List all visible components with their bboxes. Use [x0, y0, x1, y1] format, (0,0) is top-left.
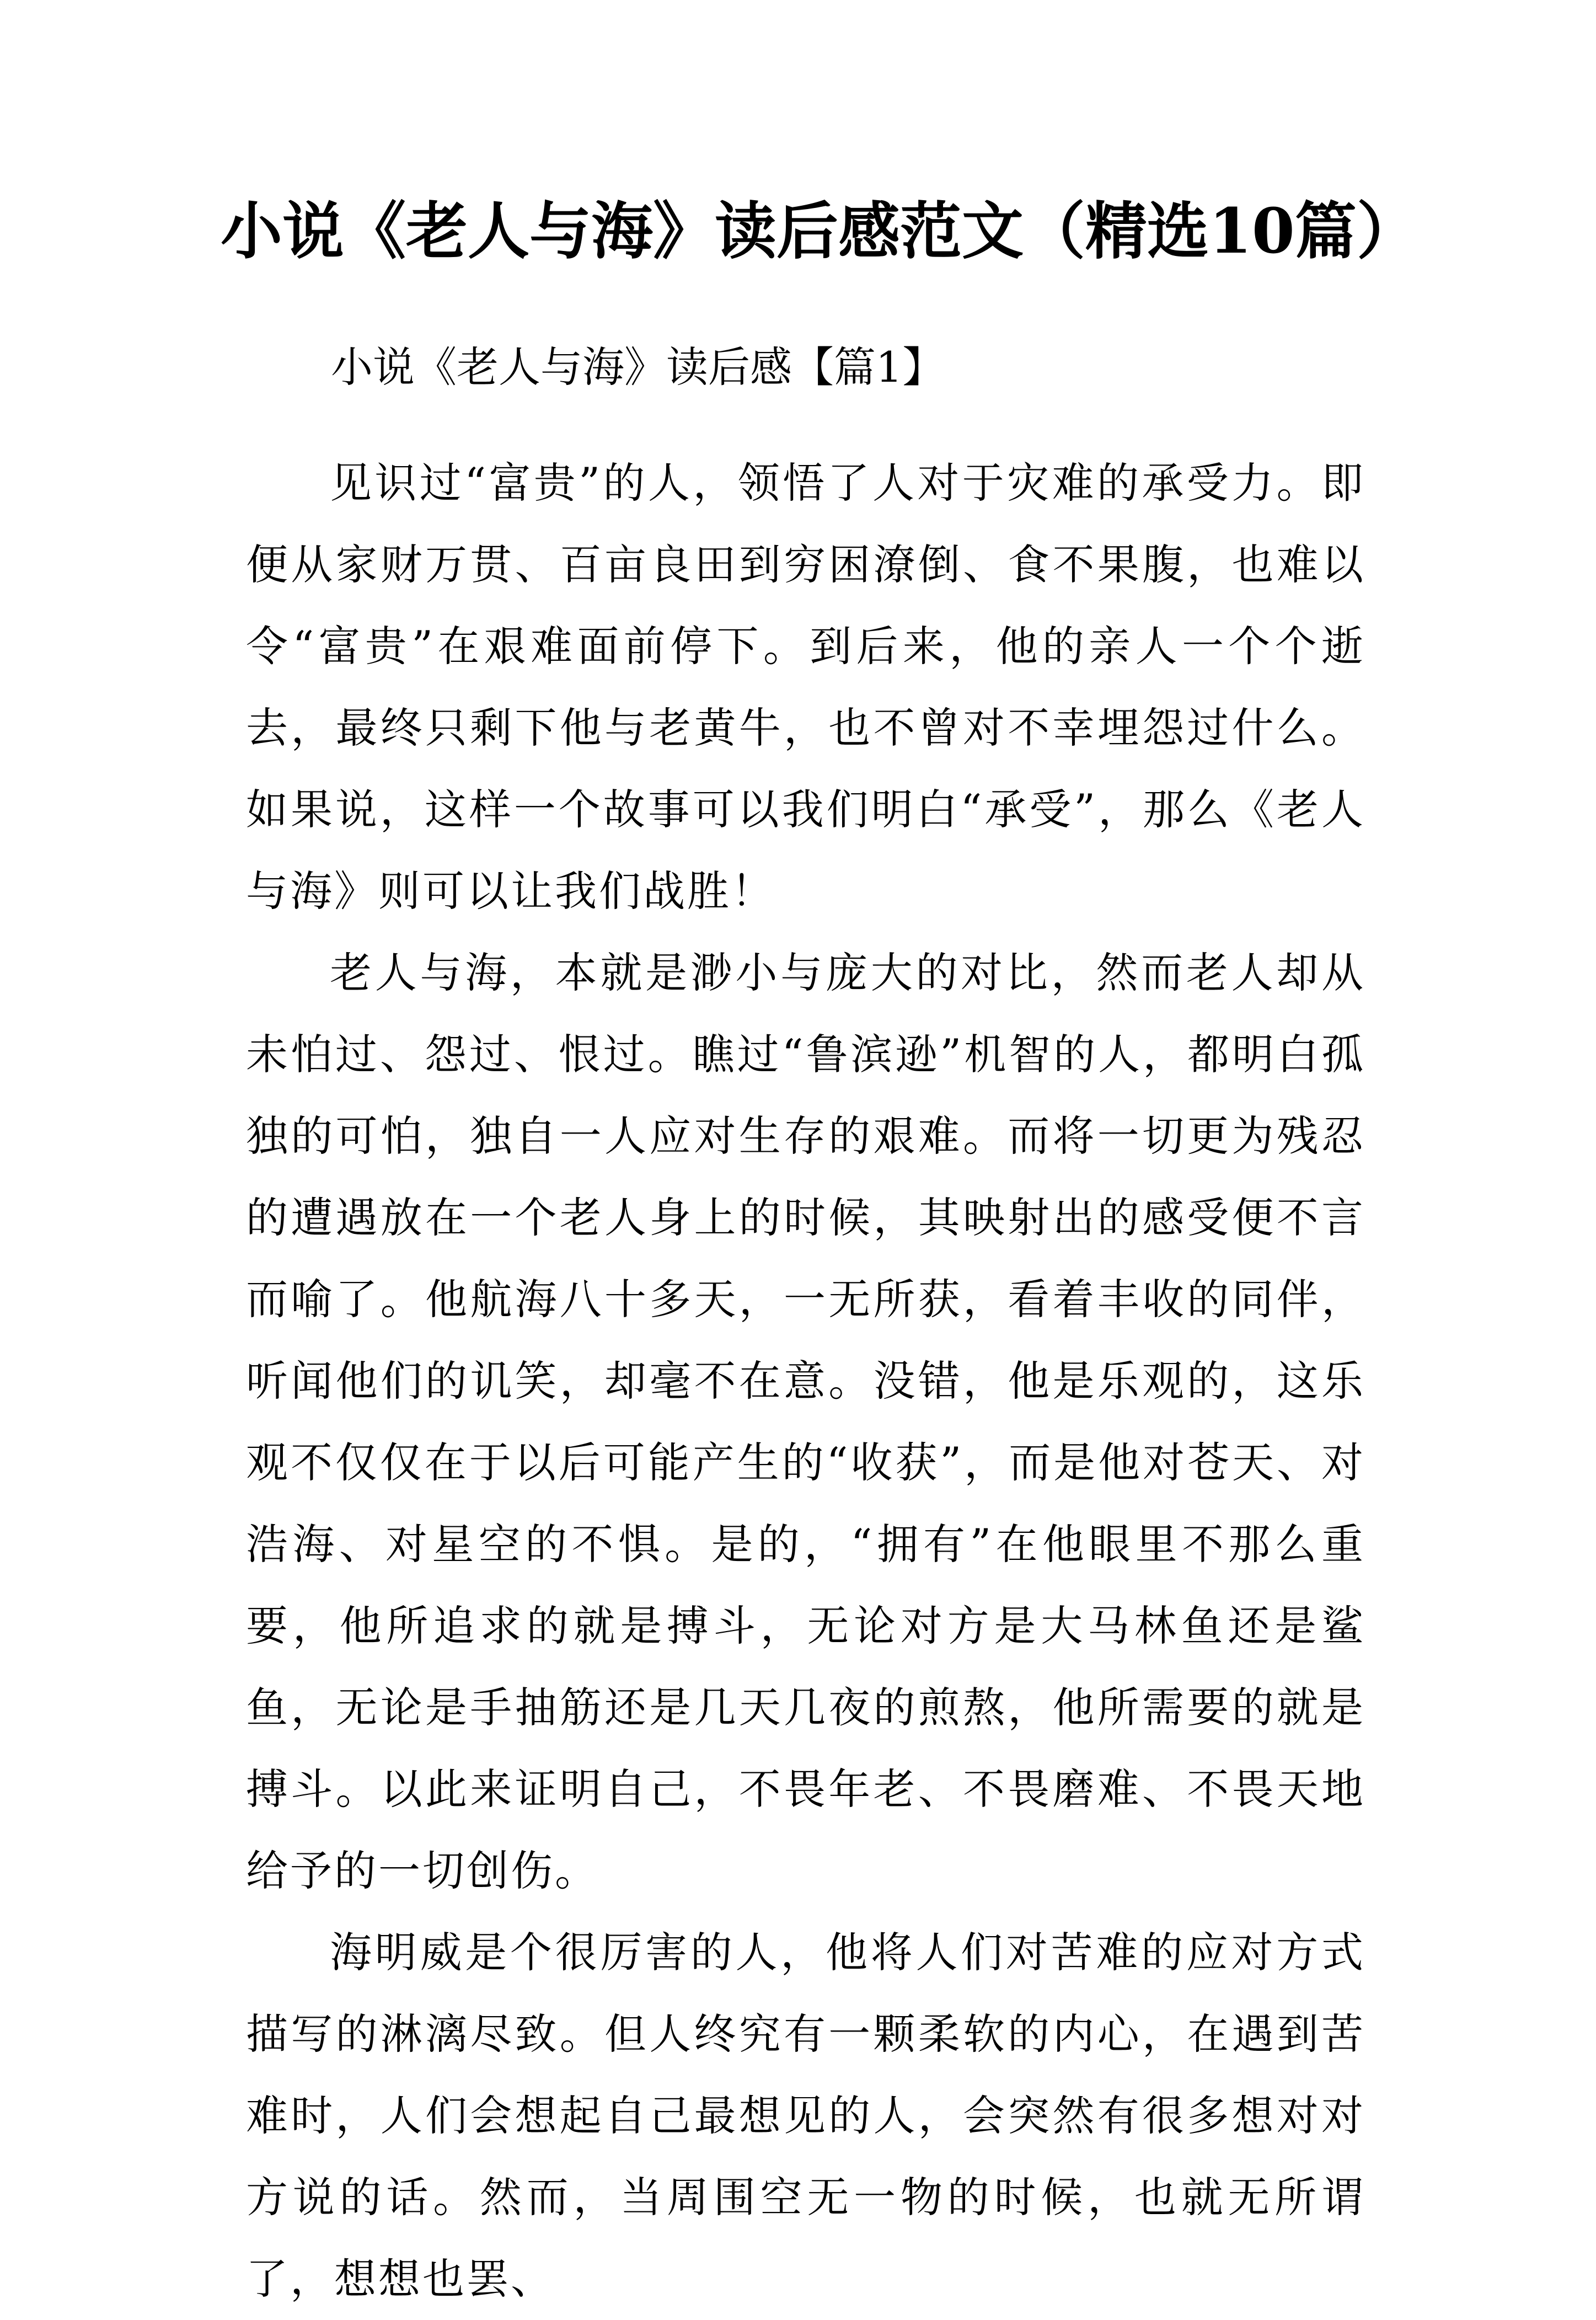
document-body: [246, 442, 1365, 2320]
section-heading: 小说《老人与海》读后感【篇1】: [331, 343, 945, 392]
paragraph-1: 见识过“富贵”的人，领悟了人对于灾难的承受力。即便从家财万贯、百亩良田到穷困潦倒、食不果腹，也难以令“富贵”在艰难面前停下。到后来，他的亲人一个个逝去，最终只剩下他与老黄牛，也不曾对不幸埋怨过什么。如果说，这样一个故事可以我们明白“承受”，那么《老人与海》则可以让我们战胜！: [246, 458, 1365, 916]
paragraph-3: 海明威是个很厉害的人，他将人们对苦难的应对方式描写的淋漓尽致。但人终究有一颗柔软的内心，在遇到苦难时，人们会想起自己最想见的人，会突然有很多想对对方说的话。然而，当周围空无一物的时候，也就无所谓了，想想也罢、: [246, 1928, 1365, 2303]
paragraph-2: 老人与海，本就是渺小与庞大的对比，然而老人却从未怕过、怨过、恨过。瞧过“鲁滨逊”机智的人，都明白孤独的可怕，独自一人应对生存的艰难。而将一切更为残忍的遭遇放在一个老人身上的时候，其映射出的感受便不言而喻了。他航海八十多天，一无所获，看着丰收的同伴，听闻他们的讥笑，却毫不在意。没错，他是乐观的，这乐观不仅仅在于以后可能产生的“收获”，而是他对苍天、对浩海、对星空的不惧。是的，“拥有”在他眼里不那么重要，他所追求的就是搏斗，无论对方是大马林鱼还是鲨鱼，无论是手抽筋还是几天几夜的煎熬，他所需要的就是搏斗。以此来证明自己，不畏年老、不畏磨难、不畏天地给予的一切创伤。: [246, 948, 1365, 1895]
document-title: 小说《老人与海》读后感范文（精选10篇）: [221, 195, 1418, 268]
